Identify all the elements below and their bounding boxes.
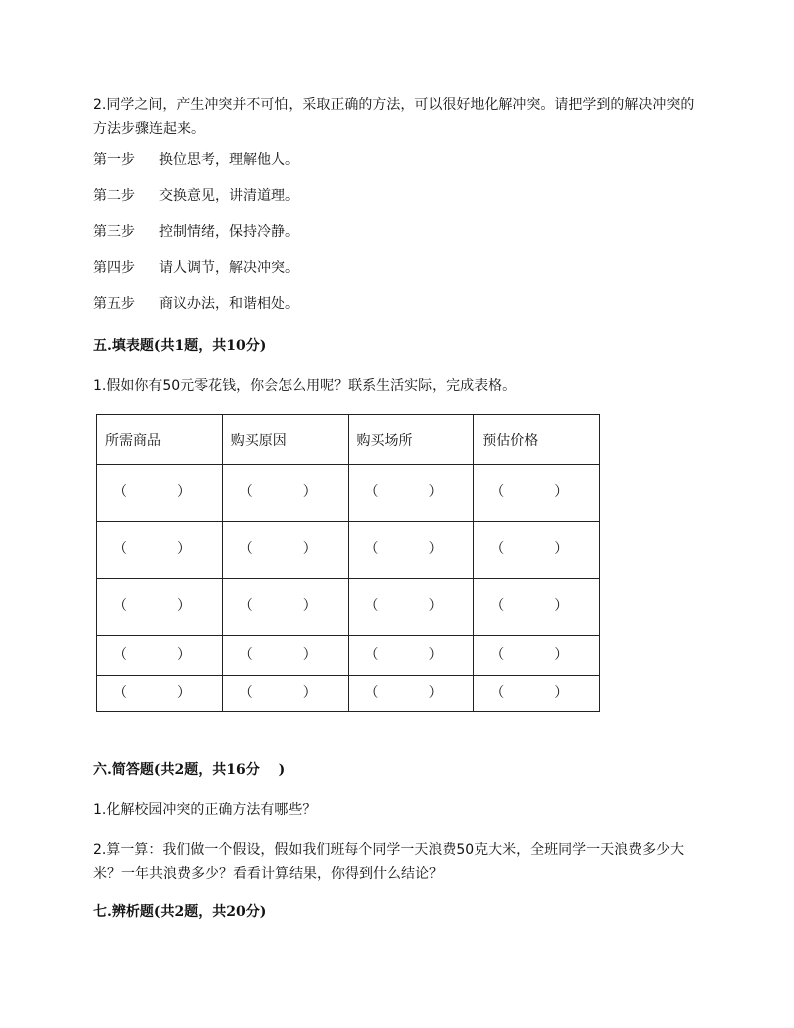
answer-blank[interactable] — [490, 538, 568, 558]
close-paren: ） — [302, 598, 317, 614]
close-paren: ） — [177, 598, 191, 614]
table-row — [97, 522, 600, 579]
answer-blank[interactable] — [113, 682, 191, 702]
answer-blank[interactable] — [239, 682, 317, 702]
table-row — [97, 465, 600, 522]
answer-blank[interactable] — [365, 595, 443, 615]
open-paren: （ — [113, 598, 127, 614]
answer-cell[interactable] — [474, 579, 600, 636]
step-5 — [93, 292, 703, 316]
answer-blank[interactable] — [490, 595, 568, 615]
open-paren: （ — [490, 646, 505, 663]
answer-blank[interactable] — [239, 595, 317, 615]
answer-blank[interactable] — [490, 481, 568, 501]
open-paren: （ — [238, 646, 253, 663]
answer-cell[interactable] — [97, 465, 223, 522]
close-paren: ） — [302, 684, 317, 701]
open-paren: （ — [364, 646, 379, 663]
open-paren: （ — [113, 484, 127, 500]
header-cell-item: 所需商品 — [97, 415, 223, 465]
header-cell-place: 购买场所 — [348, 415, 474, 465]
open-paren: （ — [113, 646, 127, 663]
question-2-text: 2.同学之间，产生冲突并不可怕，采取正确的方法，可以很好地化解冲突。请把学到的解决冲突的方法步骤连起来。 — [93, 97, 695, 137]
open-paren: （ — [238, 684, 253, 701]
answer-cell[interactable] — [348, 636, 474, 676]
answer-blank[interactable] — [113, 644, 191, 664]
step-text: 换位思考，理解他人。 — [159, 152, 299, 168]
close-paren: ） — [428, 684, 443, 701]
table-row — [97, 579, 600, 636]
section-5-question-1: 1.假如你有50元零花钱，你会怎么用呢？联系生活实际，完成表格。 — [93, 378, 517, 394]
step-label: 第五步 — [93, 296, 135, 312]
open-paren: （ — [364, 484, 379, 500]
open-paren: （ — [364, 598, 379, 614]
close-paren: ） — [554, 541, 569, 557]
step-label: 第一步 — [93, 152, 135, 168]
answer-cell[interactable] — [222, 465, 348, 522]
answer-cell[interactable] — [222, 522, 348, 579]
close-paren: ） — [554, 598, 569, 614]
section-5-heading: 五.填表题(共1题，共10分) — [93, 338, 267, 354]
step-3 — [93, 220, 703, 244]
close-paren: ） — [554, 484, 569, 500]
fill-in-table — [96, 414, 600, 712]
close-paren: ） — [428, 646, 443, 663]
answer-blank[interactable] — [113, 538, 191, 558]
step-label: 第四步 — [93, 260, 135, 276]
close-paren: ） — [302, 646, 317, 663]
answer-blank[interactable] — [239, 481, 317, 501]
table-header-row — [97, 415, 600, 465]
open-paren: （ — [364, 541, 379, 557]
answer-cell[interactable] — [97, 676, 223, 712]
answer-cell[interactable] — [97, 636, 223, 676]
step-text: 控制情绪，保持冷静。 — [159, 224, 299, 240]
header-cell-reason: 购买原因 — [222, 415, 348, 465]
answer-cell[interactable] — [222, 676, 348, 712]
open-paren: （ — [238, 541, 253, 557]
close-paren: ） — [177, 484, 191, 500]
answer-cell[interactable] — [348, 522, 474, 579]
open-paren: （ — [490, 598, 505, 614]
answer-blank[interactable] — [365, 644, 443, 664]
table-row — [97, 636, 600, 676]
step-text: 商议办法，和谐相处。 — [159, 296, 299, 312]
close-paren: ） — [177, 646, 191, 663]
step-4 — [93, 256, 703, 280]
answer-cell[interactable] — [474, 522, 600, 579]
close-paren: ） — [428, 484, 443, 500]
open-paren: （ — [490, 484, 505, 500]
section-6-heading: 六.简答题(共2题，共16分 ) — [93, 762, 286, 778]
answer-blank[interactable] — [113, 595, 191, 615]
open-paren: （ — [364, 684, 379, 701]
close-paren: ） — [428, 541, 443, 557]
answer-blank[interactable] — [113, 481, 191, 501]
answer-cell[interactable] — [474, 636, 600, 676]
open-paren: （ — [238, 598, 253, 614]
answer-blank[interactable] — [365, 682, 443, 702]
section-6-question-2: 2.算一算：我们做一个假设，假如我们班每个同学一天浪费50克大米，全班同学一天浪费多少大米？一年共浪费多少？看看计算结果，你得到什么结论？ — [93, 842, 685, 882]
answer-cell[interactable] — [474, 465, 600, 522]
open-paren: （ — [113, 684, 127, 701]
answer-cell[interactable] — [348, 465, 474, 522]
open-paren: （ — [490, 684, 505, 701]
section-6-question-1: 1.化解校园冲突的正确方法有哪些？ — [93, 802, 317, 818]
answer-blank[interactable] — [365, 538, 443, 558]
header-cell-price: 预估价格 — [474, 415, 600, 465]
answer-cell[interactable] — [97, 522, 223, 579]
open-paren: （ — [490, 541, 505, 557]
answer-blank[interactable] — [490, 644, 568, 664]
answer-blank[interactable] — [365, 481, 443, 501]
open-paren: （ — [113, 541, 127, 557]
close-paren: ） — [177, 684, 191, 701]
close-paren: ） — [302, 541, 317, 557]
open-paren: （ — [238, 484, 253, 500]
close-paren: ） — [177, 541, 191, 557]
close-paren: ） — [554, 646, 569, 663]
close-paren: ） — [428, 598, 443, 614]
step-label: 第三步 — [93, 224, 135, 240]
answer-blank[interactable] — [239, 538, 317, 558]
answer-cell[interactable] — [97, 579, 223, 636]
step-text: 请人调节，解决冲突。 — [159, 260, 299, 276]
step-1 — [93, 148, 703, 172]
answer-cell[interactable] — [222, 579, 348, 636]
table-row — [97, 676, 600, 712]
answer-blank[interactable] — [239, 644, 317, 664]
answer-cell[interactable] — [222, 636, 348, 676]
step-2 — [93, 184, 703, 208]
answer-blank[interactable] — [490, 682, 568, 702]
answer-cell[interactable] — [348, 676, 474, 712]
close-paren: ） — [302, 484, 317, 500]
answer-cell[interactable] — [474, 676, 600, 712]
answer-cell[interactable] — [348, 579, 474, 636]
table-body — [97, 465, 600, 712]
section-7-heading: 七.辨析题(共2题，共20分) — [93, 904, 267, 920]
step-label: 第二步 — [93, 188, 135, 204]
close-paren: ） — [554, 684, 569, 701]
step-text: 交换意见，讲清道理。 — [159, 188, 299, 204]
